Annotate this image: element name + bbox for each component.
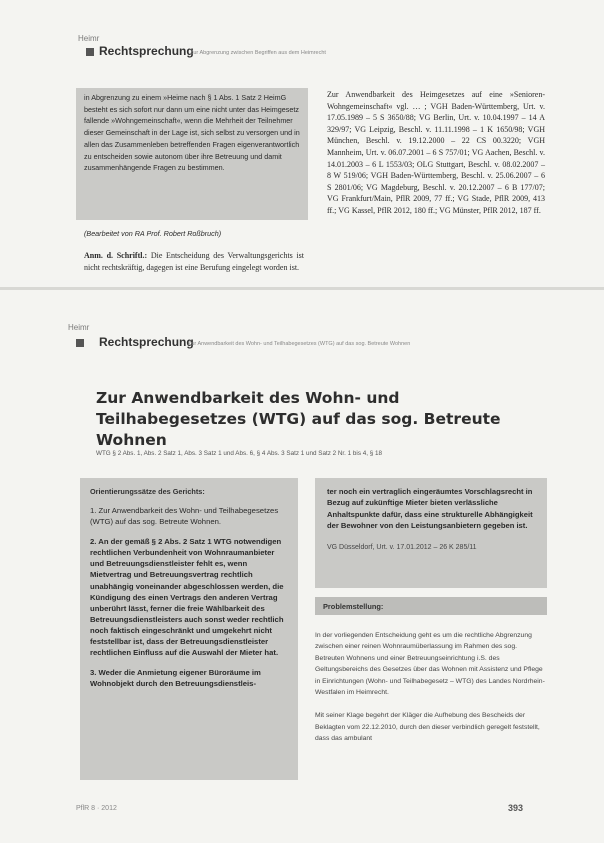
article-norms: WTG § 2 Abs. 1, Abs. 2 Satz 1, Abs. 3 Satz 1 und Abs. 6, § 4 Abs. 3 Satz 1 und Satz 2 Nr. 1 bis 4, § 18 xyxy=(96,450,382,457)
page-number: 393 xyxy=(508,803,524,813)
rubric-title-article: Rechtsprechung xyxy=(99,335,194,349)
article-title: Zur Anwendbarkeit des Wohn- und Teilhabegesetzes (WTG) auf das sog. Betreute Wohnen xyxy=(96,389,501,449)
footer-journal: PflR 8 · 2012 xyxy=(76,805,117,812)
guideline-3-continuation: ter noch ein vertraglich eingeräumtes Vorschlagsrecht in Bezug auf zukünftige Mieter bieten verlässliche Anhaltspunkte dafür, dass eine strukturelle Abhängigkeit der Bewohner von den Leistungsanbietern gegeben ist. xyxy=(327,487,533,530)
rubric-subtitle-top: Zur Abgrenzung zwischen Begriffen aus dem Heimrecht xyxy=(190,50,326,56)
problem-heading: Problemstellung: xyxy=(323,602,384,611)
guidelines-heading: Orientierungssätze des Gerichts: xyxy=(90,487,205,496)
rubric-subtitle-article: Zur Anwendbarkeit des Wohn- und Teilhabegesetzes (WTG) auf das sog. Betreute Wohnen xyxy=(188,341,411,347)
guideline-1: 1. Zur Anwendbarkeit des Wohn- und Teilhabegesetzes (WTG) auf das sog. Betreute Wohnen. xyxy=(90,506,279,527)
problem-text xyxy=(315,630,547,757)
guideline-2: 2. An der gemäß § 2 Abs. 2 Satz 1 WTG notwendigen rechtlichen Verbundenheit von Wohnraumanbieter und Betreuungsdienstleister fehlt es, wenn Mietvertrag und Betreuungsvertrag rechtlich unabhängig voneinander abgeschlossen werden, die Kündigung des einen Vertrags den anderen Vertrag unberührt lässt, ferner die freie Wählbarkeit des Betreuungsdienstleisters auch sonst weder rechtlich noch faktisch eingeschränkt und umgekehrt nicht feststellbar ist, dass der Betreuungsdienstleister rechtlichen Einfluss auf die Auswahl der Mieter hat. xyxy=(90,537,284,658)
author-remark-text: Die Entscheidung des Verwaltungsgerichts ist nicht rechtskräftig, dagegen ist eine Berufung eingelegt worden ist. xyxy=(84,251,305,272)
guidelines-box xyxy=(80,478,298,780)
rubric-square-article xyxy=(76,339,84,347)
author-remark xyxy=(84,250,304,273)
top-left-text: in Abgrenzung zu einem »Heime nach § 1 Abs. 1 Satz 2 HeimG besteht es sich sofort nur dann um eine nicht unter das Heimgesetz fallende »Wohngemeinschaft«, wenn die Mehrheit der Teilnehmer dieser Gemeinschaft in der Lage ist, sich selbst zu versorgen und in allen das Zusammenleben betreffenden Fragen eigenverantwortlich zu entscheiden sowie autonom über ihre Betreuung und damit zusammenhängende Fragen zu bestimmen. xyxy=(84,93,300,173)
problem-paragraph-1: In der vorliegenden Entscheidung geht es um die rechtliche Abgrenzung zwischen einer reinen Wohnraumüberlassung im Rahmen des sog. Betreuten Wohnens und einer Betreuungseinrichtung i.S. des Geltungsbereichs des Gesetzes über das Wohnen mit Assistenz und Pflege in Einrichtungen (Wohn- und Teilhabegesetz – WTG) des Landes Nordrhein-Westfalen im Heimrecht. xyxy=(315,632,545,697)
guidelines-continuation-box xyxy=(315,478,547,588)
problem-heading-box xyxy=(315,597,547,615)
top-left-box xyxy=(76,88,308,220)
author-remark-label: Anm. d. Schriftl.: xyxy=(84,251,148,260)
court-citation: VG Düsseldorf, Urt. v. 17.01.2012 – 26 K 285/11 xyxy=(327,544,477,552)
rubric-square-top xyxy=(86,48,94,56)
rubric-title-top: Rechtsprechung xyxy=(99,44,194,58)
guidelines-body xyxy=(90,505,288,689)
section-divider xyxy=(0,287,604,290)
problem-paragraph-2: Mit seiner Klage begehrt der Kläger die Aufhebung des Bescheids der Beklagten vom 22.12.2010, durch den dieser verbindlich geregelt feststellt, dass das ambulant xyxy=(315,712,540,743)
editor-note: (Bearbeitet von RA Prof. Robert Roßbruch) xyxy=(84,229,222,238)
section-label-article: Heimr xyxy=(68,323,90,332)
top-right-citations: Zur Anwendbarkeit des Heimgesetzes auf eine »Senioren-Wohngemeinschaft« vgl. … ; VGH Baden-Württemberg, Urt. v. 17.05.1989 – 5 S 3650/88; VG Berlin, Urt. v. 10.04.1997 – 14 A 329/97; VG Leipzig, Beschl. v. 11.11.1998 – 1 K 1650/98; VGH München, Beschl. v. 19.12.2000 – 22 CS 00.3220; VGH Mannheim, Urt. v. 06.07.2001 – 6 S 757/01; VG Aachen, Beschl. v. 14.01.2003 – 6 L 1553/03; OLG Stuttgart, Beschl. v. 08.02.2007 – 8 W 519/06; VGH Baden-Württemberg, Beschl. v. 25.06.2007 – 6 S 2801/06; VG Magdeburg, Beschl. v. 20.12.2007 – 6 B 177/07; VG Frankfurt/Main, PflR 2009, 77 ff.; VG Stade, PflR 2009, 413 ff.; VG Kassel, PflR 2012, 180 ff.; VG Münster, PflR 2012, 187 ff. xyxy=(327,90,545,215)
section-label-top: Heimr xyxy=(78,34,100,43)
guideline-3: 3. Weder die Anmietung eigener Büroräume im Wohnobjekt durch den Betreuungsdienstleis- xyxy=(90,668,261,689)
